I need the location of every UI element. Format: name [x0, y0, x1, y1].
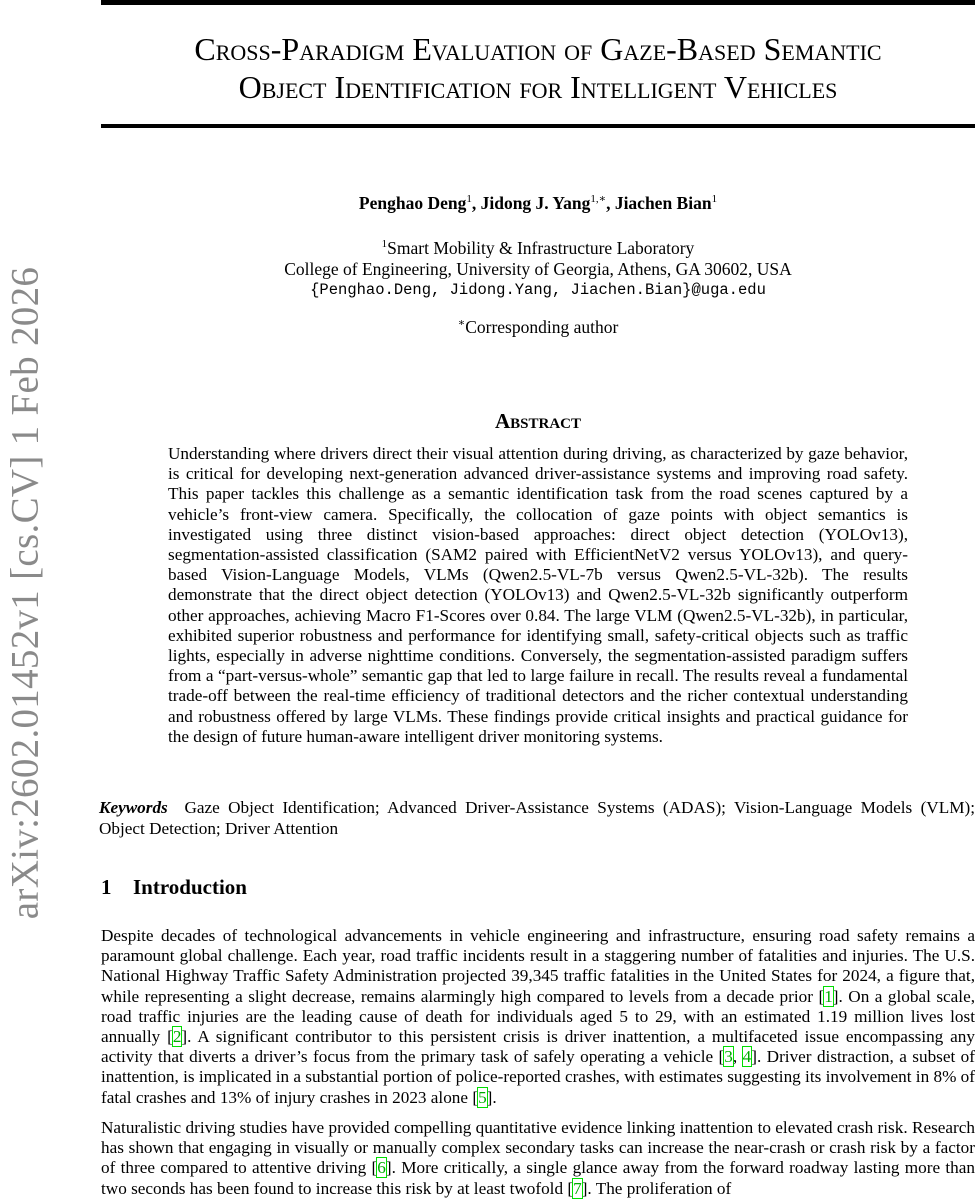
- citation-link[interactable]: 3: [724, 1047, 733, 1067]
- paragraph-text: . The proliferation of: [587, 1178, 732, 1198]
- keywords-label: Keywords: [99, 798, 168, 817]
- affiliation-mark: 1: [381, 238, 388, 250]
- body-paragraph-2: Naturalistic driving studies have provided compelling quantitative evidence linking inattention to elevated crash risk. Research has shown that engaging in visually or manually complex secondary tasks can increase the near-crash or crash risk by a factor of three compared to attentive driving [6]. More critically, a single glance away from the forward roadway lasting more than two seconds has been found to increase this risk by at least twofold [7]. The proliferation of: [101, 1118, 975, 1198]
- paragraph-text: . Driver distraction, a subset of inattention, is implicated in a substantial portion of police-reported crashes, with estimates suggesting its involvement in 8% of fatal crashes and 13% of injury crashes in 2023 alone: [101, 1047, 975, 1107]
- keywords: [99, 797, 975, 839]
- paragraph-text: . On a global scale, road traffic injuries are the leading cause of death for individuals aged 5 to 29, with an estimated 1.19 million lives lost annually: [101, 986, 975, 1047]
- citation-link[interactable]: 4: [742, 1047, 752, 1067]
- author-list: [101, 192, 975, 214]
- author-separator: ,: [606, 192, 615, 213]
- paragraph-text: . More critically, a single glance away from the forward roadway lasting more than two seconds has been found to increase this risk by at least twofold: [101, 1158, 975, 1198]
- paragraph-text: Naturalistic driving studies have provided compelling quantitative evidence linking inattention to elevated crash risk. Research has shown that engaging in visually or manually complex secondary tasks can increase the near-crash or crash risk by a factor of three compared to attentive driving: [101, 1118, 975, 1178]
- paragraph-text: . A significant contributor to this persistent crisis is driver inattention, a multifaceted issue encompassing any activity that diverts a driver’s focus from the primary task of safely operating a vehicle: [101, 1027, 975, 1067]
- title-bottom-rule: [101, 124, 975, 128]
- affiliation-college: College of Engineering, University of Georgia, Athens, GA 30602, USA: [284, 258, 792, 279]
- affiliation-lab-name: Smart Mobility & Infrastructure Laboratory: [387, 237, 695, 258]
- citation-link[interactable]: 5: [478, 1087, 487, 1107]
- paper-title: [101, 30, 975, 106]
- arxiv-identifier: arXiv:2602.01452v1 [cs.CV] 1 Feb 2026: [3, 266, 47, 920]
- citation-link[interactable]: 1: [824, 986, 833, 1006]
- corresponding-mark: ∗: [457, 317, 466, 329]
- paragraph-text: Despite decades of technological advancements in vehicle engineering and infrastructure, ensuring road safety remains a paramount global challenge. Each year, road traffic incidents result in a staggering number of fatalities and injuries. The U.S. National Highway Traffic Safety Administration projected 39,345 traffic fatalities in the United States for 2024, a figure that, while representing a slight decrease, remains alarmingly high compared to levels from a decade prior: [101, 926, 975, 1006]
- author-separator: ,: [471, 192, 481, 213]
- author-name: Jidong J. Yang: [480, 192, 591, 213]
- affiliation-block: [101, 234, 975, 301]
- author-affiliation-mark: 1: [466, 193, 472, 205]
- author-name: Penghao Deng: [358, 192, 467, 213]
- corresponding-author-note: [101, 316, 975, 338]
- section-title: Introduction: [133, 875, 247, 899]
- corresponding-text: Corresponding author: [465, 316, 619, 337]
- author-emails: {Penghao.Deng, Jidong.Yang, Jiachen.Bian}@uga.edu: [310, 280, 766, 299]
- section-number: 1: [101, 875, 112, 899]
- author-name: Jiachen Bian: [614, 192, 712, 213]
- abstract-text: Understanding where drivers direct their visual attention during driving, as characterized by gaze behavior, is critical for developing next-generation advanced driver-assistance systems and improving road safety. This paper tackles this challenge as a semantic identification task from the road scenes captured by a vehicle’s front-view camera. Specifically, the collocation of gaze points with object semantics is investigated using three distinct vision-based approaches: direct object detection (YOLOv13), segmentation-assisted classification (SAM2 paired with EfficientNetV2 versus YOLOv13), and query-based Vision-Language Models, VLMs (Qwen2.5-VL-7b versus Qwen2.5-VL-32b). The results demonstrate that the direct object detection (YOLOv13) and Qwen2.5-VL-32b significantly outperform other approaches, achieving Macro F1-Scores over 0.84. The large VLM (Qwen2.5-VL-32b), in particular, exhibited superior robustness and performance for identifying small, safety-critical objects such as traffic lights, especially in adverse nighttime conditions. Conversely, the segmentation-assisted paradigm suffers from a “part-versus-whole” semantic gap that led to large failure in recall. The results reveal a fundamental trade-off between the real-time efficiency of traditional detectors and the richer contextual understanding and robustness offered by large VLMs. These findings provide critical insights and practical guidance for the design of future human-aware intelligent driver monitoring systems.: [168, 444, 908, 746]
- citation-link[interactable]: 7: [573, 1178, 582, 1198]
- citation-link[interactable]: 2: [172, 1027, 182, 1047]
- section-heading: [101, 875, 247, 900]
- author-affiliation-mark: 1: [711, 193, 718, 205]
- affiliation-lab: [101, 234, 975, 259]
- body-paragraph-1: Despite decades of technological advancements in vehicle engineering and infrastructure, ensuring road safety remains a paramount global challenge. Each year, road traffic incidents result in a staggering number of fatalities and injuries. The U.S. National Highway Traffic Safety Administration projected 39,345 traffic fatalities in the United States for 2024, a figure that, while representing a slight decrease, remains alarmingly high compared to levels from a decade prior [1]. On a global scale, road traffic injuries are the leading cause of death for individuals aged 5 to 29, with an estimated 1.19 million lives lost annually [2]. A significant contributor to this persistent crisis is driver inattention, a multifaceted issue encompassing any activity that diverts a driver’s focus from the primary task of safely operating a vehicle [3, 4]. Driver distraction, a subset of inattention, is implicated in a substantial portion of police-reported crashes, with estimates suggesting its involvement in 8% of fatal crashes and 13% of injury crashes in 2023 alone [5].: [101, 926, 975, 1107]
- keywords-text: Gaze Object Identification; Advanced Driver-Assistance Systems (ADAS); Vision-Language Models (VLM); Object Detection; Driver Attention: [99, 798, 975, 838]
- title-line-2: Object Identification for Intelligent Vehicles: [238, 69, 838, 105]
- title-line-1: Cross-Paradigm Evaluation of Gaze-Based Semantic: [194, 31, 882, 67]
- abstract-heading: Abstract: [494, 409, 582, 433]
- author-affiliation-mark: 1,∗: [590, 193, 607, 205]
- title-top-rule: [101, 0, 975, 5]
- paragraph-text: .: [492, 1087, 497, 1107]
- citation-link[interactable]: 6: [377, 1158, 386, 1178]
